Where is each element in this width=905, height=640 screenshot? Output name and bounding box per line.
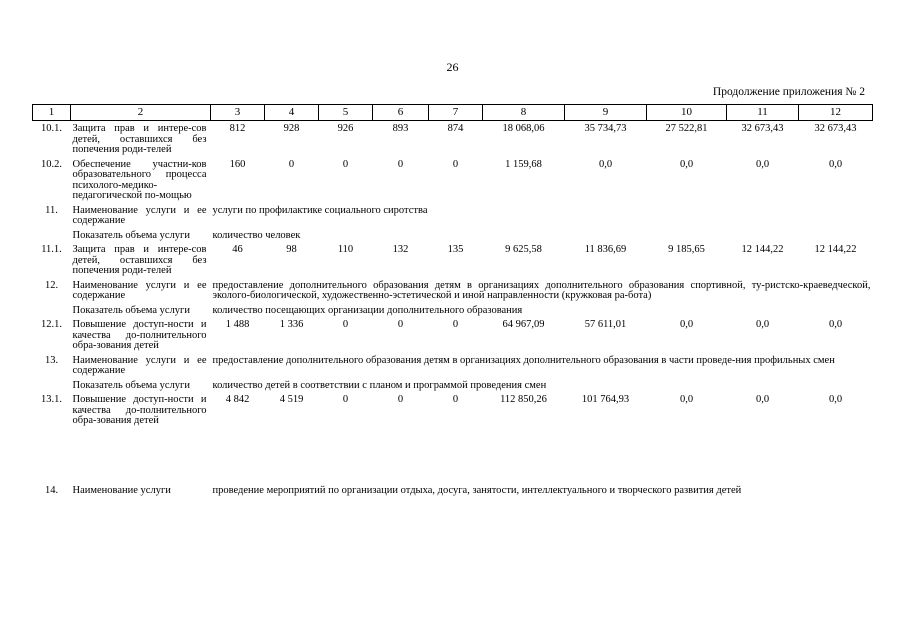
row-merged-text: проведение мероприятий по организации отдыха, досуга, занятости, интеллектуального и творческого развития детей (212, 485, 742, 496)
cell-col-6: 893 (392, 123, 409, 134)
table-row (33, 278, 873, 303)
row-merged-text: услуги по профилактике социального сиротства (212, 204, 428, 216)
row-description: Показатель объема услуги (72, 379, 190, 391)
cell-col-10: 9 185,65 (668, 244, 705, 255)
cell-col-3: 812 (229, 123, 246, 134)
appendix-table (32, 104, 873, 498)
row-description: Обеспечение участни-ков образовательного процесса психолого-медико-педагогической по-мощью (72, 158, 207, 201)
cell-col-8: 18 068,06 (502, 123, 545, 134)
cell-col-8: 64 967,09 (502, 319, 545, 330)
cell-col-10: 0,0 (679, 319, 694, 330)
cell-col-12: 32 673,43 (814, 123, 857, 134)
continuation-label: Продолжение приложения № 2 (712, 86, 865, 98)
cell-col-5: 0 (342, 158, 349, 170)
column-number-row (33, 105, 873, 121)
row-description: Показатель объема услуги (72, 229, 190, 241)
row-merged-text: количество человек (212, 229, 301, 241)
cell-col-10: 0,0 (679, 394, 694, 405)
table-body (33, 121, 873, 498)
cell-col-12: 0,0 (828, 319, 843, 330)
cell-col-3: 46 (232, 244, 243, 255)
cell-col-6: 132 (392, 244, 409, 255)
row-merged-text: предоставление дополнительного образования детям в организациях дополнительного образования спортивной, ту-ристско-краеведческой, эколого-биологической, художественно-эстетической и иной направленности (кружковая ра-бота) (212, 279, 871, 301)
column-header-2: 2 (71, 105, 211, 121)
cell-col-12: 0,0 (828, 158, 843, 170)
row-code: 13. (44, 354, 59, 366)
table-row (33, 303, 873, 318)
cell-col-11: 12 144,22 (741, 244, 784, 255)
row-description: Наименование услуги (72, 485, 171, 496)
cell-col-4: 4 519 (279, 394, 304, 405)
column-header-10: 10 (647, 105, 727, 121)
cell-col-7: 874 (447, 123, 464, 134)
cell-col-9: 0,0 (598, 158, 613, 170)
row-code: 11. (45, 204, 58, 216)
row-merged-text: количество посещающих организации дополнительного образования (212, 304, 523, 316)
cell-col-11: 0,0 (755, 158, 770, 170)
table-row (33, 157, 873, 203)
table-row (33, 378, 873, 393)
cell-col-7: 0 (452, 158, 459, 170)
page-number: 26 (446, 60, 459, 74)
column-header-12: 12 (799, 105, 873, 121)
cell-col-6: 0 (397, 394, 404, 405)
row-code: 14. (44, 485, 59, 496)
row-code: 10.2. (41, 158, 62, 170)
column-header-6: 6 (373, 105, 429, 121)
cell-col-7: 0 (452, 394, 459, 405)
table-row (33, 353, 873, 378)
cell-col-3: 4 842 (225, 394, 250, 405)
row-code (33, 378, 71, 393)
cell-col-4: 0 (288, 158, 295, 170)
row-code (33, 303, 71, 318)
cell-col-6: 0 (397, 158, 404, 170)
row-description: Защита прав и интере-сов детей, оставшихся без попечения роди-телей (72, 123, 207, 155)
cell-col-4: 98 (286, 244, 297, 255)
cell-col-8: 9 625,58 (505, 244, 542, 255)
cell-col-10: 27 522,81 (665, 123, 708, 134)
cell-col-11: 0,0 (755, 319, 770, 330)
row-description: Показатель объема услуги (72, 304, 190, 316)
column-header-3: 3 (211, 105, 265, 121)
cell-col-12: 0,0 (828, 394, 843, 405)
table-row (33, 203, 873, 228)
cell-col-5: 0 (342, 319, 349, 330)
cell-col-7: 0 (452, 319, 459, 330)
cell-col-5: 0 (342, 394, 349, 405)
column-header-11: 11 (727, 105, 799, 121)
table-row (33, 392, 873, 428)
cell-col-5: 110 (337, 244, 354, 255)
cell-col-9: 11 836,69 (584, 244, 627, 255)
cell-col-4: 1 336 (279, 319, 304, 330)
cell-col-9: 35 734,73 (584, 123, 627, 134)
cell-col-12: 12 144,22 (814, 244, 857, 255)
row-code: 13.1. (41, 394, 62, 405)
row-description: Повышение доступ-ности и качества до-полнительного обра-зования детей (72, 394, 207, 426)
cell-col-10: 0,0 (679, 158, 694, 170)
column-header-8: 8 (483, 105, 565, 121)
row-description: Наименование услуги и ее содержание (72, 354, 207, 376)
row-description: Защита прав и интере-сов детей, оставшихся без попечения роди-телей (72, 244, 207, 276)
row-code: 10.1. (41, 123, 62, 134)
column-header-1: 1 (33, 105, 71, 121)
cell-col-8: 1 159,68 (505, 158, 542, 170)
table-row (33, 428, 873, 498)
cell-col-3: 160 (229, 158, 246, 170)
row-code: 12. (44, 279, 59, 291)
cell-col-9: 101 764,93 (581, 394, 630, 405)
table-row (33, 242, 873, 278)
table-row (33, 228, 873, 243)
column-header-5: 5 (319, 105, 373, 121)
cell-col-9: 57 611,01 (584, 319, 627, 330)
table-row (33, 317, 873, 353)
cell-col-5: 926 (337, 123, 354, 134)
cell-col-11: 0,0 (755, 394, 770, 405)
row-code (33, 228, 71, 243)
row-code: 12.1. (41, 319, 62, 330)
row-merged-text: предоставление дополнительного образования детям в организациях дополнительного образования в части проведе-ния профильных смен (212, 354, 835, 366)
cell-col-7: 135 (447, 244, 464, 255)
column-header-4: 4 (265, 105, 319, 121)
row-description: Повышение доступ-ности и качества до-полнительного обра-зования детей (72, 319, 207, 351)
column-header-7: 7 (429, 105, 483, 121)
row-code: 11.1. (41, 244, 62, 255)
row-description: Наименование услуги и ее содержание (72, 279, 207, 301)
row-merged-text: количество детей в соответствии с планом и программой проведения смен (212, 379, 547, 391)
cell-col-8: 112 850,26 (500, 394, 547, 405)
row-description: Наименование услуги и ее содержание (72, 204, 207, 226)
cell-col-6: 0 (397, 319, 404, 330)
column-header-9: 9 (565, 105, 647, 121)
cell-col-11: 32 673,43 (741, 123, 784, 134)
cell-col-3: 1 488 (225, 319, 250, 330)
table-row (33, 121, 873, 157)
cell-col-4: 928 (283, 123, 300, 134)
